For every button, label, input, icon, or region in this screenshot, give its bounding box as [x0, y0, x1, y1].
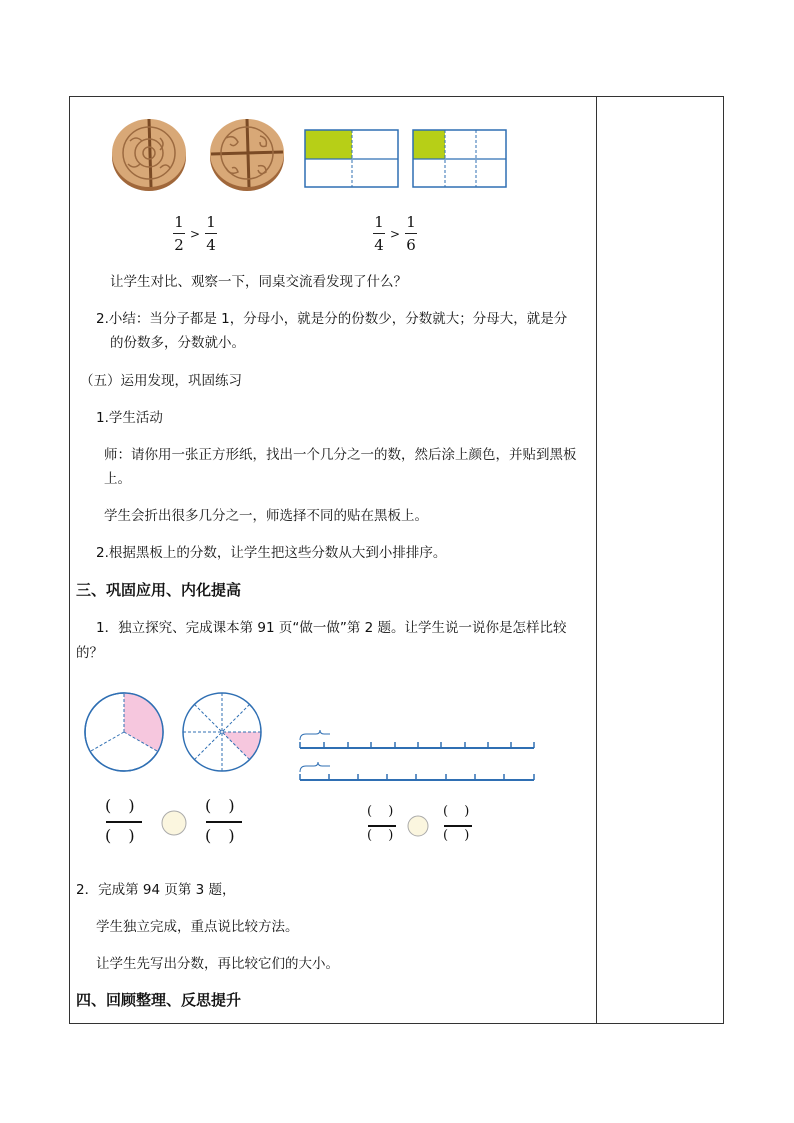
paragraph-summary-2: 的份数多，分数就小。 — [110, 335, 245, 351]
circle-thirds-shaded — [82, 690, 166, 774]
blank-numerator[interactable]: ( ) — [367, 804, 400, 819]
greater-than-sign: > — [390, 226, 401, 241]
numerator: 1 — [406, 213, 416, 231]
table-column-divider — [596, 96, 597, 1024]
paragraph-activity: 1.学生活动 — [96, 410, 163, 426]
paragraph-explore-2: 的？ — [76, 645, 103, 661]
section-4-title: 四、回顾整理、反思提升 — [76, 991, 242, 1009]
paragraph-teacher-1: 师：请你用一张正方形纸，找出一个几分之一的数，然后涂上颜色，并贴到黑板 — [104, 447, 577, 463]
numerator: 1 — [174, 213, 184, 231]
rectangle-quarter-shaded — [304, 129, 400, 189]
numerator: 1 — [374, 213, 384, 231]
paragraph-students-fold: 学生会折出很多几分之一，师选择不同的贴在黑板上。 — [104, 508, 428, 524]
paragraph-sort: 2.根据黑板上的分数，让学生把这些分数从大到小排排序。 — [96, 545, 447, 561]
fraction-bar — [444, 825, 472, 827]
segment-lines — [296, 728, 540, 794]
section-3-title: 三、巩固应用、内化提高 — [76, 581, 242, 599]
paragraph-independent: 学生独立完成，重点说比较方法。 — [96, 919, 299, 935]
denominator: 2 — [174, 236, 184, 254]
compare-circle[interactable] — [406, 814, 430, 838]
fraction-bar — [106, 821, 142, 823]
cookie-quarters-icon — [208, 116, 286, 192]
section-5-title: （五）运用发现，巩固练习 — [80, 373, 242, 389]
paragraph-write-compare: 让学生先写出分数，再比较它们的大小。 — [96, 956, 339, 972]
fraction-comparison-right — [372, 213, 418, 254]
blank-denominator[interactable]: ( ) — [443, 828, 476, 843]
cookie-halves-icon — [110, 116, 188, 192]
denominator: 4 — [374, 236, 384, 254]
numerator: 1 — [206, 213, 216, 231]
fraction-bar — [206, 821, 242, 823]
denominator: 6 — [406, 236, 416, 254]
fraction-comparison-left — [172, 213, 218, 254]
blank-denominator[interactable]: ( ) — [105, 826, 141, 845]
paragraph-observe: 让学生对比、观察一下，同桌交流看发现了什么？ — [110, 274, 407, 290]
rectangle-sixth-shaded — [412, 129, 508, 189]
paragraph-teacher-2: 上。 — [104, 471, 131, 487]
blank-denominator[interactable]: ( ) — [205, 826, 241, 845]
denominator: 4 — [206, 236, 216, 254]
paragraph-finish: 2．完成第 94 页第 3 题， — [76, 882, 236, 898]
greater-than-sign: > — [190, 226, 201, 241]
blank-numerator[interactable]: ( ) — [105, 796, 141, 815]
blank-numerator[interactable]: ( ) — [205, 796, 241, 815]
paragraph-explore-1: 1．独立探究、完成课本第 91 页“做一做”第 2 题。让学生说一说你是怎样比较 — [96, 620, 567, 636]
compare-circle[interactable] — [160, 809, 188, 837]
paragraph-summary-1: 2.小结：当分子都是 1，分母小，就是分的份数少，分数就大；分母大，就是分 — [96, 311, 568, 327]
blank-numerator[interactable]: ( ) — [443, 804, 476, 819]
fraction-bar — [368, 825, 396, 827]
circle-eighths-shaded — [180, 690, 264, 774]
blank-denominator[interactable]: ( ) — [367, 828, 400, 843]
